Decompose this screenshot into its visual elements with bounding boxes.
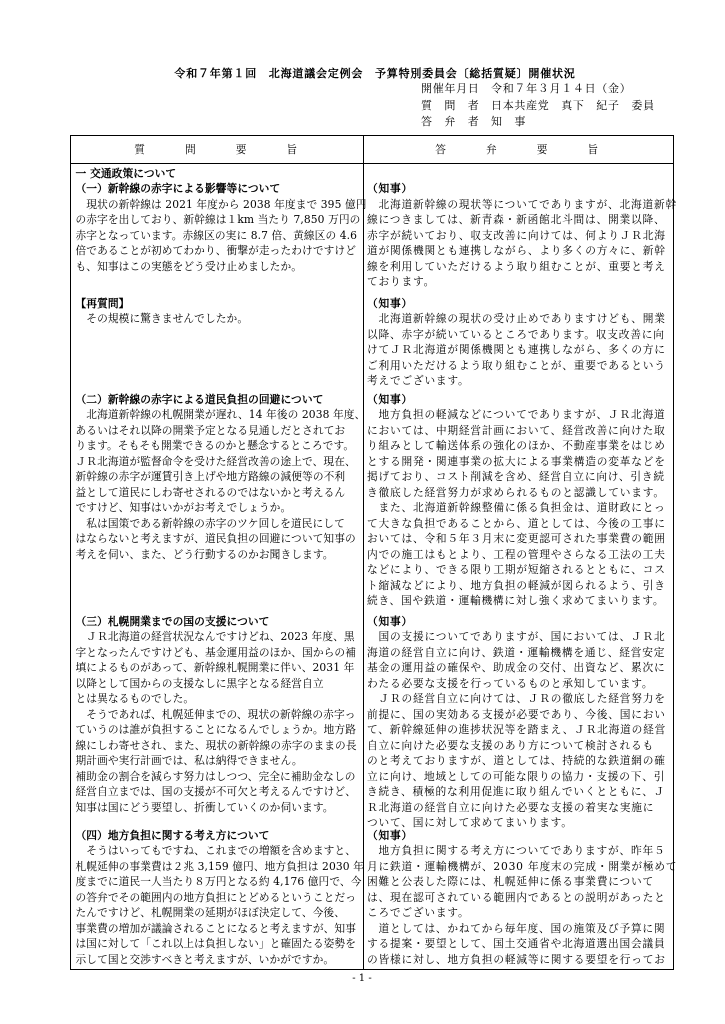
question-line: 経営自立までは、国の支援が不可欠と考えるんですけど、	[75, 785, 356, 798]
table-row	[71, 296, 672, 392]
answer-line: また、北海道新幹線整備に係る負担金は、道財政にとっ	[367, 501, 666, 514]
question-line: とは異なるものでした。	[75, 692, 195, 705]
meta-date-label: 開催年月日	[421, 82, 480, 95]
question-line: 知事は国にどう要望し、折衝していくのか伺います。	[75, 800, 334, 814]
answer-line: 北海道新幹線の現状等についてでありますが、北海道新幹	[367, 197, 677, 211]
answer-line: 地方負担の軽減などについてでありますが、ＪＲ北海道	[367, 408, 666, 421]
question-line: 線にしわ寄せされ、また、現状の新幹線の赤字のままの長	[75, 738, 357, 752]
answer-cell	[364, 614, 673, 828]
answer-line: ご利用いただけるよう取り組むことが、重要であるという	[367, 358, 666, 372]
answer-line: Ｒ北海道の経営自立に向けた必要な支援の着実な実施に	[367, 800, 655, 814]
topic-heading: （四）地方負担に関する考え方について	[75, 828, 270, 842]
question-line: ＪＲ北海道が監督命令を受けた経営改善の途上で、現在、	[75, 454, 356, 468]
question-line: はならないと考えますが、道民負担の回避について知事の	[75, 532, 356, 545]
table-header	[71, 136, 673, 164]
answer-spacer	[367, 166, 672, 182]
answer-line: 前提に、国の実効ある支援が必要であり、今後、国におい	[367, 707, 666, 721]
answer-line: においては、中期経営計画において、経営改善に向けた取	[367, 423, 666, 437]
qa-table	[70, 135, 678, 970]
answer-line: ＪＲの経営自立に向けては、ＪＲの徹底した経営努力を	[367, 692, 666, 705]
answer-line: ております。	[367, 275, 436, 288]
answer-line: は、現在認可されている範囲内であるとの説明があったと	[367, 890, 666, 904]
meta-respondent-value: 知 事	[491, 115, 527, 128]
question-line: あるいはそれ以降の開業予定となる見通しだとされてお	[75, 423, 346, 437]
topic-heading: （一）新幹線の赤字による影響等について	[75, 182, 281, 195]
answer-line: 以降、赤字が続いているところであります。収支改善に向	[367, 327, 665, 341]
question-line: 期計画や実行計画では、私は納得できません。	[75, 754, 303, 767]
answer-cell	[364, 166, 677, 296]
question-line: ります。そもそも開業できるのかと懸念するところです。	[75, 439, 355, 452]
question-line: 填によるものがあって、新幹線札幌開業に伴い、2031 年	[75, 661, 355, 674]
table-row	[71, 828, 678, 968]
answer-line: のと考えておりますが、道としては、持続的な鉄道網の確	[367, 754, 666, 767]
question-line: 事業費の増加が議論されることになると考えますが、知事	[75, 921, 356, 935]
meta-questioner-label: 質 問 者	[421, 98, 480, 112]
meta-date-row	[421, 81, 655, 98]
question-line: は国に対して「これ以上は負担しない」と確固たる姿勢を	[75, 937, 356, 950]
meta-questioner-row	[421, 98, 655, 115]
answer-line: 内での施工はもとより、工程の管理やさらなる工法の工夫	[367, 547, 666, 561]
answer-line: する提案・要望として、国土交通省や北海道選出国会議員	[367, 937, 666, 950]
question-line: 字となったんですけども、基金運用益のほか、国からの補	[75, 645, 356, 659]
answer-line: て、新幹線延伸の進捗状況等を踏まえ、ＪＲ北海道の経営	[367, 723, 667, 736]
session-meta	[421, 81, 655, 131]
answer-line: 道が関係機関とも連携しながら、より多くの方々に、新幹	[367, 244, 666, 257]
answer-line: き続き、積極的な利用促進に取り組んでいくとともに、Ｊ	[367, 785, 666, 798]
question-cell	[71, 614, 363, 828]
question-line: 新幹線の赤字が運賃引き上げや地方路線の減便等の不利	[75, 470, 346, 483]
answer-line: 道としては、かねてから毎年度、国の施策及び予算に関	[367, 921, 666, 935]
question-column-header: 質 問 要 旨	[134, 143, 300, 156]
question-line: その規模に驚きませんでしたか。	[75, 312, 249, 325]
meta-questioner-value: 日本共産党 真下 紀子 委員	[491, 98, 655, 112]
respondent-label: （知事）	[367, 182, 413, 195]
question-line: ていうのは誰が負担することになるんでしょうか。地方路	[75, 723, 356, 736]
follow-up-label: 【再質問】	[75, 296, 130, 310]
question-line: ですけど、知事はいかがお考えでしょうか。	[75, 501, 292, 514]
answer-column-header: 答 弁 要 旨	[435, 143, 601, 156]
respondent-label: （知事）	[367, 614, 413, 628]
table-row	[71, 614, 672, 828]
answer-line: けてＪＲ北海道が関係機関とも連携しながら、多くの方に	[367, 343, 666, 356]
answer-line: おいては、令和５年３月末に変更認可された事業費の範囲	[367, 532, 666, 545]
meta-respondent-row	[421, 114, 655, 131]
respondent-label: （知事）	[367, 392, 413, 406]
answer-cell	[364, 828, 678, 968]
answer-line: とする開発・関連事業の拡大による事業構造の変革などを	[367, 454, 666, 468]
question-cell	[71, 392, 366, 614]
answer-line: り組みとして輸送体系の強化のほか、不動産事業をはじめ	[367, 439, 666, 452]
topic-heading: （三）札幌開業までの国の支援について	[75, 614, 270, 628]
answer-line: などにより、できる限り工期が短縮されるとともに、コス	[367, 563, 666, 576]
answer-line: 続き、国や鉄道・運輸機構に対し強く求めてまいります。	[367, 594, 665, 607]
meta-respondent-label: 答 弁 者	[421, 115, 480, 128]
answer-line: 赤字が続いており、収支改善に向けては、何よりＪＲ北海	[367, 228, 666, 242]
question-line: 倍であることが初めてわかり、衝撃が走ったわけですけど	[75, 244, 356, 257]
answer-line: 立に向け、地域としての可能な限りの協力・支援の下、引	[367, 769, 666, 783]
topic-heading: （二）新幹線の赤字による道民負担の回避について	[75, 392, 324, 406]
answer-line: わたる必要な支援を行っているものと承知しています。	[367, 676, 654, 690]
answer-line: 月に鉄道・運輸機構が、2030 年度末の完成・開業が極めて	[367, 859, 678, 873]
table-row	[71, 392, 672, 614]
answer-line: き徹底した経営努力が求められるものと認識しています。	[367, 485, 665, 499]
answer-line: ついて、国に対して求めてまいります。	[367, 816, 573, 829]
answer-line: て大きな負担であることから、道としては、今後の工事に	[367, 516, 666, 530]
question-line: そうであれば、札幌延伸までの、現状の新幹線の赤字っ	[75, 707, 356, 721]
question-line: の赤字を出しており、新幹線は１km 当たり 7,850 万円の	[75, 213, 361, 226]
question-line: 北海道新幹線の札幌開業が遅れ、14 年後の 2038 年度、	[75, 408, 366, 421]
answer-line: ころでございます。	[367, 906, 470, 919]
question-line: そうはいってもですね、これまでの増額を含めますと、	[75, 844, 356, 857]
answer-line: 基金の運用益の確保や、助成金の交付、出資など、累次に	[367, 661, 666, 674]
answer-line: ト縮減などにより、地方負担の軽減が図られるよう、引き	[367, 578, 666, 592]
answer-line: 国の支援についてでありますが、国においては、ＪＲ北	[367, 630, 666, 643]
answer-line: 掲げており、コスト削減を含め、経営自立に向け、引き続	[367, 470, 665, 483]
question-line: も、知事はこの実態をどう受け止めましたか。	[75, 259, 303, 273]
answer-line: の皆様に対し、地方負担の軽減等に関する要望を行ってお	[367, 952, 666, 966]
question-line: 私は国策である新幹線の赤字のツケ回しを道民にして	[75, 516, 345, 530]
answer-line: 考えでございます。	[367, 374, 470, 387]
question-line: 補助金の割合を減らす努力はしつつ、完全に補助金なしの	[75, 769, 356, 783]
question-line: 示して国と交渉すべきと考えますが、いかがですか。	[75, 952, 335, 966]
question-cell	[71, 828, 363, 968]
answer-line: 線を利用していただけるよう取り組むことが、重要と考え	[367, 259, 666, 273]
document-title: 令和７年第１回 北海道議会定例会 予算特別委員会〔総括質疑〕開催状況	[174, 67, 576, 80]
question-line: 度までに道民一人当たり８万円となる約 4,176 億円で、今	[75, 875, 362, 888]
respondent-label: （知事）	[367, 296, 413, 310]
meta-date-value: 令和７年３月１４日（金）	[491, 82, 632, 95]
question-line: 赤字となっています。赤線区の実に 8.7 倍、黄線区の 4.6	[75, 228, 358, 242]
question-cell	[71, 296, 363, 392]
section-heading: 一 交通政策について	[75, 166, 177, 180]
answer-cell	[364, 392, 673, 614]
question-line: ＪＲ北海道の経営状況なんですけどね、2023 年度、黒	[75, 630, 355, 643]
question-line: たんですけど、札幌開業の延期がほぼ決定して、今後、	[75, 906, 345, 919]
question-line: 益として道民にしわ寄せされるのではないかと考えるん	[75, 485, 346, 499]
answer-line: 困難と公表した際には、札幌延伸に係る事業費について	[367, 875, 654, 888]
answer-line: 海道の経営自立に向け、鉄道・運輸機構を通じ、経営安定	[367, 645, 666, 659]
respondent-label: （知事）	[367, 828, 413, 842]
question-line: の答弁でその範囲内の地方負担にとどめるということだっ	[75, 890, 356, 904]
answer-line: 線につきましては、新青森・新函館北斗間は、開業以降、	[367, 213, 666, 226]
page-number: - 1 -	[352, 973, 372, 984]
question-line: 札幌延伸の事業費は２兆 3,159 億円、地方負担は 2030 年	[75, 859, 364, 873]
answer-line: 地方負担に関する考え方についてでありますが、昨年５	[367, 844, 666, 857]
answer-cell	[364, 296, 673, 392]
table-row	[71, 166, 677, 296]
question-line: 以降として国からの支援なしに黒字となる経営自立	[75, 676, 324, 690]
answer-line: 北海道新幹線の現状の受け止めでありますけども、開業	[367, 312, 666, 325]
question-line: 現状の新幹線は 2021 年度から 2038 年度まで 395 億円	[75, 197, 367, 211]
question-cell	[71, 166, 367, 296]
question-line: 考えを伺い、また、どう行動するのかお聞きします。	[75, 547, 334, 561]
answer-line: 自立に向けた必要な支援のあり方について検討されるも	[367, 738, 654, 752]
